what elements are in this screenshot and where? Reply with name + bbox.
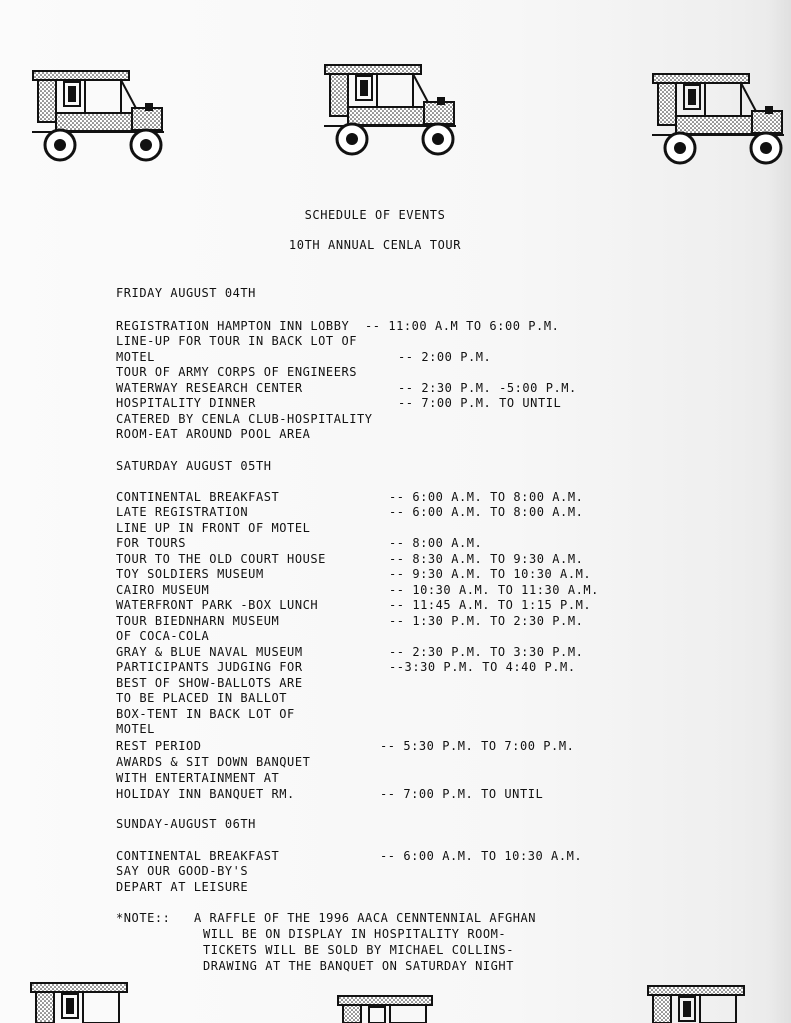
- antique-car-icon: [28, 980, 164, 1023]
- event-time: -- 7:00 P.M. TO UNTIL: [398, 396, 562, 410]
- event-text: LATE REGISTRATION: [116, 505, 249, 519]
- event-time: -- 2:30 P.M. -5:00 P.M.: [398, 381, 577, 395]
- event-time: -- 6:00 A.M. TO 8:00 A.M.: [389, 505, 584, 519]
- event-text: CAIRO MUSEUM: [116, 583, 210, 597]
- antique-car-icon: [30, 68, 166, 166]
- event-text: BEST OF SHOW-BALLOTS ARE: [116, 676, 303, 690]
- event-time: -- 10:30 A.M. TO 11:30 A.M.: [389, 583, 599, 597]
- event-time: -- 8:30 A.M. TO 9:30 A.M.: [389, 552, 584, 566]
- event-text: CONTINENTAL BREAKFAST: [116, 490, 280, 504]
- event-text: GRAY & BLUE NAVAL MUSEUM: [116, 645, 303, 659]
- event-time: -- 6:00 A.M. TO 8:00 A.M.: [389, 490, 584, 504]
- event-text: MOTEL: [116, 722, 155, 736]
- document-title: SCHEDULE OF EVENTS: [304, 208, 446, 222]
- event-text: WATERFRONT PARK -BOX LUNCH: [116, 598, 319, 612]
- event-text: TOUR OF ARMY CORPS OF ENGINEERS: [116, 365, 358, 379]
- note-text: A RAFFLE OF THE 1996 AACA CENNTENNIAL AFGHAN: [194, 911, 537, 925]
- event-time: -- 11:45 A.M. TO 1:15 P.M.: [389, 598, 592, 612]
- event-text: AWARDS & SIT DOWN BANQUET: [116, 755, 311, 769]
- event-text: LINE-UP FOR TOUR IN BACK LOT OF: [116, 334, 358, 348]
- event-text: OF COCA-COLA: [116, 629, 210, 643]
- event-time: -- 7:00 P.M. TO UNTIL: [380, 787, 544, 801]
- tour-title: 10TH ANNUAL CENLA TOUR: [288, 238, 462, 252]
- event-text: LINE UP IN FRONT OF MOTEL: [116, 521, 311, 535]
- note-text: WILL BE ON DISPLAY IN HOSPITALITY ROOM-: [203, 927, 507, 941]
- event-time: -- 2:00 P.M.: [398, 350, 492, 364]
- event-text: TO BE PLACED IN BALLOT: [116, 691, 288, 705]
- event-time: -- 1:30 P.M. TO 2:30 P.M.: [389, 614, 584, 628]
- antique-car-icon: [645, 983, 755, 1023]
- antique-car-icon: [322, 62, 458, 160]
- event-time: -- 2:30 P.M. TO 3:30 P.M.: [389, 645, 584, 659]
- event-time: -- 8:00 A.M.: [389, 536, 483, 550]
- event-text: TOY SOLDIERS MUSEUM: [116, 567, 264, 581]
- day-heading-saturday: SATURDAY AUGUST 05TH: [116, 459, 272, 473]
- event-text: HOLIDAY INN BANQUET RM.: [116, 787, 295, 801]
- day-heading-sunday: SUNDAY-AUGUST 06TH: [116, 817, 256, 831]
- event-text: REST PERIOD: [116, 739, 202, 753]
- event-time: -- 5:30 P.M. TO 7:00 P.M.: [380, 739, 575, 753]
- event-text: WITH ENTERTAINMENT AT: [116, 771, 280, 785]
- event-text: SAY OUR GOOD-BY'S: [116, 864, 249, 878]
- event-text: CONTINENTAL BREAKFAST: [116, 849, 280, 863]
- event-text: CATERED BY CENLA CLUB-HOSPITALITY: [116, 412, 373, 426]
- event-text: FOR TOURS: [116, 536, 186, 550]
- antique-car-icon: [650, 71, 786, 169]
- event-text: ROOM-EAT AROUND POOL AREA: [116, 427, 311, 441]
- note-text: DRAWING AT THE BANQUET ON SATURDAY NIGHT: [203, 959, 514, 973]
- event-text: TOUR BIEDNHARN MUSEUM: [116, 614, 280, 628]
- event-text: REGISTRATION HAMPTON INN LOBBY: [116, 319, 350, 333]
- event-text: MOTEL: [116, 350, 155, 364]
- event-text: TOUR TO THE OLD COURT HOUSE: [116, 552, 326, 566]
- day-heading-friday: FRIDAY AUGUST 04TH: [116, 286, 256, 300]
- event-text: WATERWAY RESEARCH CENTER: [116, 381, 303, 395]
- event-text: HOSPITALITY DINNER: [116, 396, 256, 410]
- event-text: DEPART AT LEISURE: [116, 880, 249, 894]
- event-text: BOX-TENT IN BACK LOT OF: [116, 707, 295, 721]
- event-text: PARTICIPANTS JUDGING FOR: [116, 660, 303, 674]
- event-time: -- 6:00 A.M. TO 10:30 A.M.: [380, 849, 583, 863]
- event-time: --3:30 P.M. TO 4:40 P.M.: [389, 660, 576, 674]
- note-label: *NOTE::: [116, 911, 171, 925]
- event-time: -- 9:30 A.M. TO 10:30 A.M.: [389, 567, 592, 581]
- note-text: TICKETS WILL BE SOLD BY MICHAEL COLLINS-: [203, 943, 514, 957]
- antique-car-icon: [335, 993, 435, 1023]
- event-time: -- 11:00 A.M TO 6:00 P.M.: [365, 319, 560, 333]
